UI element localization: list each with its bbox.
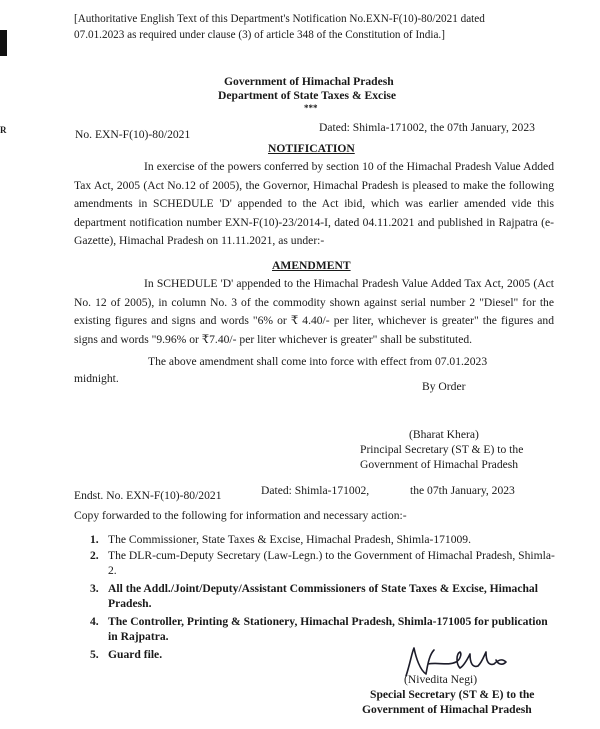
letterhead-government: Government of Himachal Pradesh bbox=[224, 75, 394, 88]
copy-list-text: The Controller, Printing & Stationery, Himachal Pradesh, Shimla-171005 for publication in Rajpatra. bbox=[108, 615, 548, 643]
letterhead-stars: *** bbox=[304, 103, 318, 113]
copy-list-text: Guard file. bbox=[108, 648, 163, 661]
copy-list-number: 1. bbox=[90, 533, 99, 546]
copy-list-number: 4. bbox=[90, 615, 99, 628]
copy-list-text: The Commissioner, State Taxes & Excise, Himachal Pradesh, Shimla-171009. bbox=[108, 533, 472, 546]
signatory2-name: (Nivedita Negi) bbox=[404, 673, 478, 686]
notification-body-text: In exercise of the powers conferred by section 10 of the Himachal Pradesh Value Added Tax Act, 2005 (Act No.12 of 2005), the Governor, Himachal Pradesh is pleased to make the following amendments in SCHEDULE 'D' appended to the Act ibid, which was earlier amended vide this department notification number EXN-F(10)-23/2014-I, dated 04.11.2021 and published in Rajpatra (e-Gazette), Himachal Pradesh on 11.11.2021, as under:- bbox=[74, 160, 554, 248]
copy-list-number: 2. bbox=[90, 549, 99, 562]
effect-line1: The above amendment shall come into force with effect from 07.01.2023 bbox=[148, 355, 488, 368]
copy-list-text: All the Addl./Joint/Deputy/Assistant Commissioners of State Taxes & Excise, Himachal Pradesh. bbox=[108, 582, 538, 610]
signatory1-title2: Government of Himachal Pradesh bbox=[360, 458, 519, 471]
signatory2-title2: Government of Himachal Pradesh bbox=[362, 703, 532, 716]
copy-list bbox=[78, 532, 558, 662]
copy-list-item bbox=[78, 614, 558, 644]
notification-body bbox=[74, 158, 554, 251]
amendment-body bbox=[74, 275, 554, 349]
amendment-heading: AMENDMENT bbox=[272, 259, 351, 272]
scan-edge-mark bbox=[0, 30, 7, 56]
effect-line2: midnight. bbox=[74, 372, 119, 385]
notification-heading: NOTIFICATION bbox=[268, 142, 355, 155]
letterhead-department: Department of State Taxes & Excise bbox=[218, 89, 397, 102]
copy-list-text: The DLR-cum-Deputy Secretary (Law-Legn.) to the Government of Himachal Pradesh, Shimla-2. bbox=[108, 549, 555, 577]
copy-list-item bbox=[78, 532, 558, 547]
notification-date: Dated: Shimla-171002, the 07th January, 2023 bbox=[319, 121, 535, 134]
amendment-body-text: In SCHEDULE 'D' appended to the Himachal Pradesh Value Added Tax Act, 2005 (Act No. 12 of 2005), in column No. 3 of the commodity shown against serial number 2 "Diesel" for the existing figures and signs and words "6% or ₹ 4.40/- per liter, whichever is greater" the figures and signs and words "9.96% or ₹7.40/- per liter whichever is greater" shall be substituted. bbox=[74, 277, 554, 346]
notification-number: No. EXN-F(10)-80/2021 bbox=[75, 128, 191, 141]
copy-list-number: 5. bbox=[90, 648, 99, 661]
copy-list-item bbox=[78, 581, 558, 611]
signatory1-title1: Principal Secretary (ST & E) to the bbox=[360, 443, 524, 456]
endorsement-date: the 07th January, 2023 bbox=[410, 484, 515, 497]
endorsement-number: Endst. No. EXN-F(10)-80/2021 bbox=[74, 489, 222, 502]
endorsement-dated: Dated: Shimla-171002, bbox=[261, 484, 370, 497]
signatory1-name: (Bharat Khera) bbox=[409, 428, 479, 441]
copy-list-item bbox=[78, 548, 558, 578]
scan-edge-letter: R bbox=[0, 125, 7, 135]
copy-intro: Copy forwarded to the following for information and necessary action:- bbox=[74, 509, 407, 522]
by-order: By Order bbox=[422, 380, 466, 393]
header-note-line2: 07.01.2023 as required under clause (3) of article 348 of the Constitution of India.] bbox=[74, 29, 445, 41]
header-note-line1: [Authoritative English Text of this Department's Notification No.EXN-F(10)-80/2021 dated bbox=[74, 13, 485, 25]
copy-list-number: 3. bbox=[90, 582, 99, 595]
signatory2-title1: Special Secretary (ST & E) to the bbox=[370, 688, 535, 701]
